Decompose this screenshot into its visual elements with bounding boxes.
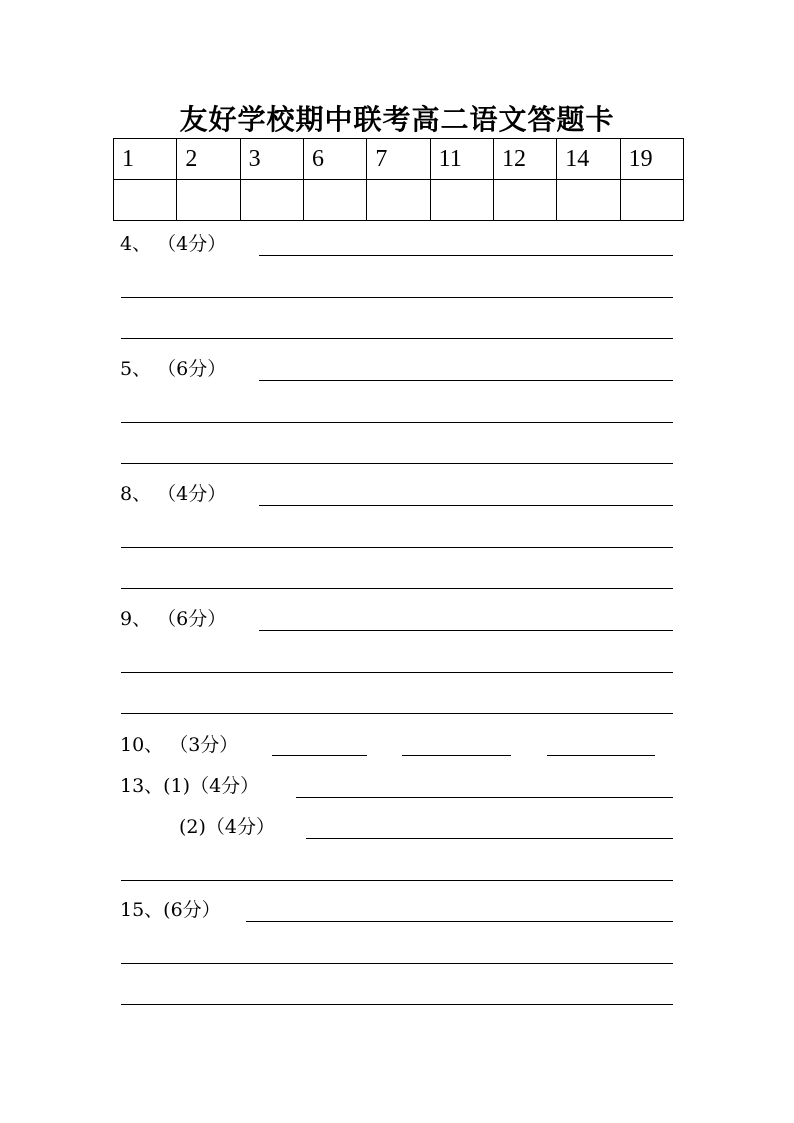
q15-answer-line[interactable]: [121, 1004, 673, 1005]
answer-row: [114, 180, 684, 221]
q5-label: 5、 （6分）: [120, 358, 227, 380]
question-number-cell: 6: [303, 139, 366, 180]
q15-answer-line[interactable]: [121, 963, 673, 964]
answer-cell[interactable]: [430, 180, 493, 221]
q10-label: 10、 （3分）: [120, 734, 239, 756]
question-number-cell: 11: [430, 139, 493, 180]
q4-answer-line[interactable]: [121, 297, 673, 298]
question-number-cell: 2: [177, 139, 240, 180]
answer-cell[interactable]: [493, 180, 556, 221]
q10-blank-1[interactable]: [272, 755, 367, 756]
question-number-row: [114, 139, 684, 180]
answer-cell[interactable]: [240, 180, 303, 221]
q13-part1-answer-line[interactable]: [296, 797, 673, 798]
q5-answer-line[interactable]: [121, 463, 673, 464]
question-number-cell: 3: [240, 139, 303, 180]
q15-answer-line[interactable]: [246, 921, 673, 922]
q4-label: 4、 （4分）: [120, 233, 227, 255]
question-number-cell: 12: [493, 139, 556, 180]
answer-cell[interactable]: [114, 180, 177, 221]
q10-blank-2[interactable]: [402, 755, 511, 756]
choice-answer-table: [113, 138, 684, 221]
q13-part1-label: 13、(1)（4分）: [120, 775, 260, 797]
q15-label: 15、(6分）: [120, 899, 221, 921]
answer-cell[interactable]: [620, 180, 683, 221]
answer-cell[interactable]: [303, 180, 366, 221]
q13-part2-answer-line[interactable]: [306, 838, 673, 839]
page-title: 友好学校期中联考高二语文答题卡: [179, 103, 615, 136]
q9-label: 9、 （6分）: [120, 608, 227, 630]
q8-answer-line[interactable]: [259, 505, 673, 506]
q8-label: 8、 （4分）: [120, 483, 227, 505]
q9-answer-line[interactable]: [121, 713, 673, 714]
answer-cell[interactable]: [367, 180, 430, 221]
q13-part2-label: (2)（4分）: [179, 816, 276, 838]
question-number-cell: 14: [557, 139, 620, 180]
question-number-cell: 7: [367, 139, 430, 180]
q9-answer-line[interactable]: [121, 672, 673, 673]
q13-part2-answer-line[interactable]: [121, 880, 673, 881]
q9-answer-line[interactable]: [259, 630, 673, 631]
q4-answer-line[interactable]: [259, 255, 673, 256]
q4-answer-line[interactable]: [121, 338, 673, 339]
question-number-cell: 1: [114, 139, 177, 180]
q5-answer-line[interactable]: [121, 422, 673, 423]
question-number-cell: 19: [620, 139, 683, 180]
answer-cell[interactable]: [177, 180, 240, 221]
answer-cell[interactable]: [557, 180, 620, 221]
q10-blank-3[interactable]: [547, 755, 655, 756]
q8-answer-line[interactable]: [121, 547, 673, 548]
q8-answer-line[interactable]: [121, 588, 673, 589]
q5-answer-line[interactable]: [259, 380, 673, 381]
